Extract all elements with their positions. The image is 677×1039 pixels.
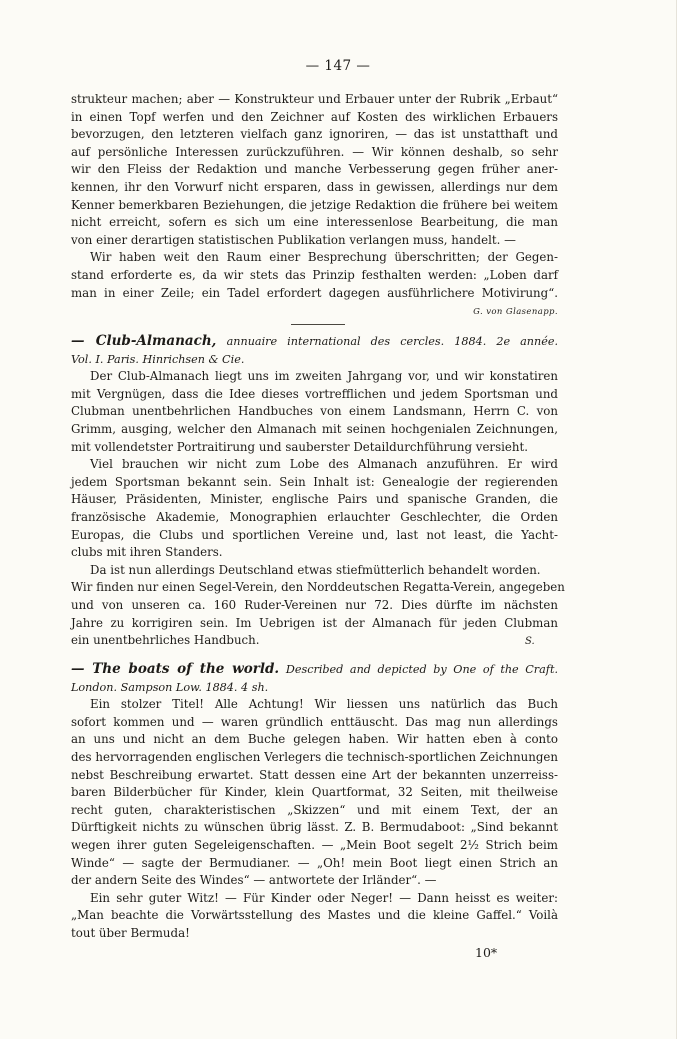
text-line: Viel brauchen wir nicht zum Lobe des Almanach anzuführen. Er wird [90,457,558,472]
text-line: Wir finden nur einen Segel-Verein, den Norddeutschen Regatta-Verein, angegeben [71,580,565,595]
text-line: baren Bilderbücher für Kinder, klein Quartformat, 32 Seiten, mit theilweise [71,785,558,800]
review-subtitle: annuaire international des cercles. 1884. 2e année. [226,335,559,348]
text-line: clubs mit ihren Standers. [71,545,223,560]
text-line: französische Akademie, Monographien erlauchter Geschlechter, die Orden [71,509,558,524]
text-line: Da ist nun allerdings Deutschland etwas stiefmütterlich behandelt worden. [90,562,541,577]
text-line: des hervorragenden englischen Verlegers die technisch-sportlichen Zeichnungen [71,749,558,764]
review-club-almanach [71,333,565,650]
text-line: sofort kommen und — waren gründlich enttäuscht. Das mag nun allerdings [71,714,558,729]
text-line: auf persönliche Interessen zurückzuführen. — Wir können deshalb, so sehr [71,144,558,159]
page-number: — 147 — [305,58,371,74]
review-heading [71,661,558,679]
text-line: Grimm, ausging, welcher den Almanach mit seinen hochgenialen Zeichnungen, [71,421,558,436]
text-line: Ein sehr guter Witz! — Für Kinder oder Neger! — Dann heisst es weiter: [90,890,558,905]
text-line: bevorzugen, den letzteren vielfach ganz ignoriren, — das ist unstatthaft und [71,127,558,142]
text-line: jedem Sportsman bekannt sein. Sein Inhalt ist: Genealogie der regierenden [71,474,558,489]
review-title: — The boats of the world. [71,661,280,677]
text-line: wir den Fleiss der Redaktion und manche Verbesserung gegen früher aner- [71,162,558,177]
review-continuation [71,91,558,318]
review-boats-of-the-world [71,661,558,943]
text-line: wegen ihrer guten Segeleigenschaften. — „Mein Boot segelt 2½ Strich beim [71,837,558,852]
text-line: tout über Bermuda! [71,925,190,940]
text-line: nicht erreicht, sofern es sich um eine interessenlose Bearbeitung, die man [71,215,558,230]
text-line: Winde“ — sagte der Bermudianer. — „Oh! mein Boot liegt einen Strich an [71,855,558,870]
text-line: mit Vergnügen, dass die Idee dieses vortrefflichen und jedem Sportsman und [71,386,558,401]
text-line: Ein stolzer Titel! Alle Achtung! Wir liessen uns natürlich das Buch [90,697,558,712]
text-line: Kenner bemerkbaren Beziehungen, die jetzige Redaktion die frühere bei weitem [71,197,558,212]
text-line: Jahre zu korrigiren sein. Im Uebrigen ist der Almanach für jeden Clubman [71,615,558,630]
signature-mark: 10* [475,945,498,960]
text-line: ein unentbehrliches Handbuch. [71,633,260,648]
review-heading [71,333,558,351]
text-line: Häuser, Präsidenten, Minister, englische Pairs und spanische Granden, die [71,492,558,507]
reviewer-initial: S. [525,636,535,647]
text-line: an uns und nicht an dem Buche gelegen haben. Wir hatten eben à conto [71,732,558,747]
text-line: Clubman unentbehrlichen Handbuches von einem Landsmann, Herrn C. von [71,404,558,419]
publisher-info: London. Sampson Low. 1884. 4 sh. [71,680,269,694]
text-line: stand erforderte es, da wir stets das Prinzip festhalten werden: „Loben darf [71,267,558,282]
review-title: — Club-Almanach, [71,333,217,349]
text-line: man in einer Zeile; ein Tadel erfordert dagegen ausführlichere Motivirung“. [71,285,558,300]
review-subtitle: Described and depicted by One of the Craft. [285,663,558,676]
text-line: kennen, ihr den Vorwurf nicht ersparen, dass in gewissen, allerdings nur dem [71,179,558,194]
text-line: mit vollendetster Portraitirung und sauberster Detaildurchführung versieht. [71,439,528,454]
author-signature: G. von Glasenapp. [473,307,558,318]
text-line: Dürftigkeit nichts zu wünschen übrig lässt. Z. B. Bermudaboot: „Sind bekannt [71,820,558,835]
text-line: nebst Beschreibung erwartet. Statt dessen eine Art der bekannten unzerreiss- [71,767,558,782]
text-line: in einen Topf werfen und den Zeichner auf Kosten des wirklichen Erbauers [71,109,558,124]
text-line: recht guten, charakteristischen „Skizzen“ und mit einem Text, der an [71,802,558,817]
text-line: und von unseren ca. 160 Ruder-Vereinen nur 72. Dies dürfte im nächsten [71,597,558,612]
text-line: „Man beachte die Vorwärtsstellung des Mastes und die kleine Gaffel.“ Voilà [71,908,558,923]
text-line: strukteur machen; aber — Konstrukteur und Erbauer unter der Rubrik „Erbaut“ [71,92,558,106]
text-line: von einer derartigen statistischen Publikation verlangen muss, handelt. — [71,232,516,247]
text-line: Wir haben weit den Raum einer Besprechung überschritten; der Gegen- [90,250,558,265]
text-line: der andern Seite des Windes“ — antwortete der Irländer“. — [71,873,437,888]
text-line: Der Club-Almanach liegt uns im zweiten Jahrgang vor, und wir konstatiren [90,369,558,384]
text-line: Europas, die Clubs und sportlichen Vereine und, last not least, die Yacht- [71,527,558,542]
publisher-info: Vol. I. Paris. Hinrichsen & Cie. [71,352,245,366]
section-divider [291,324,345,325]
